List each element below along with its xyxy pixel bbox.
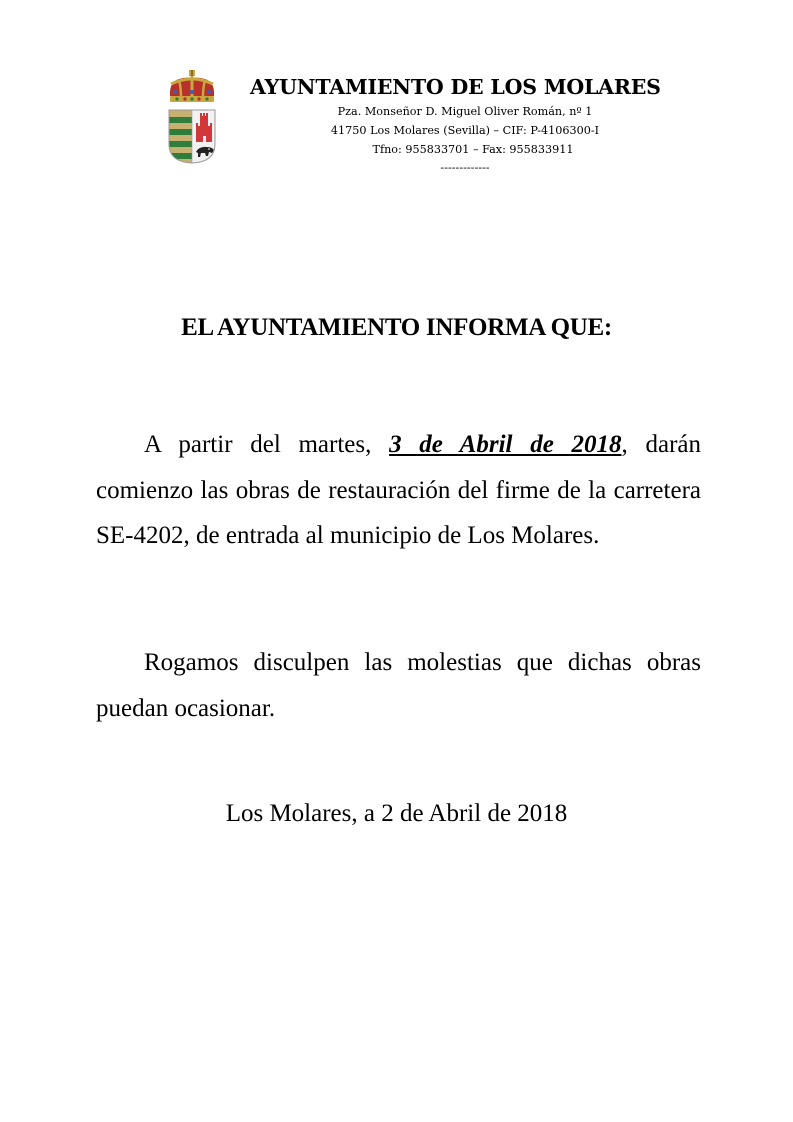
notice-paragraph-2: Rogamos disculpen las molestias que dichas obras puedan ocasionar. (96, 649, 701, 722)
contact-line: Tfno: 955833701 – Fax: 955833911 (372, 143, 574, 156)
header-separator: ------------- (440, 161, 490, 174)
signoff-date-place: Los Molares, a 2 de Abril de 2018 (225, 800, 568, 827)
coat-of-arms-icon (165, 70, 219, 164)
city-line: 41750 Los Molares (Sevilla) – CIF: P-4106300-I (330, 124, 600, 137)
notice-title: EL AYUNTAMIENTO INFORMA QUE: (181, 314, 612, 341)
address-line: Pza. Monseñor D. Miguel Oliver Román, nº 1 (337, 105, 593, 118)
organization-name: AYUNTAMIENTO DE LOS MOLARES (250, 75, 661, 99)
paragraph-1-rest: , darán comienzo las obras de restauración del firme de la carretera SE-4202, de entrada al municipio de Los Molares. (96, 431, 701, 549)
notice-paragraph-1 (96, 422, 701, 559)
start-date: 3 de Abril de 2018 (389, 431, 622, 458)
paragraph-1-intro: A partir del martes, (144, 431, 390, 458)
